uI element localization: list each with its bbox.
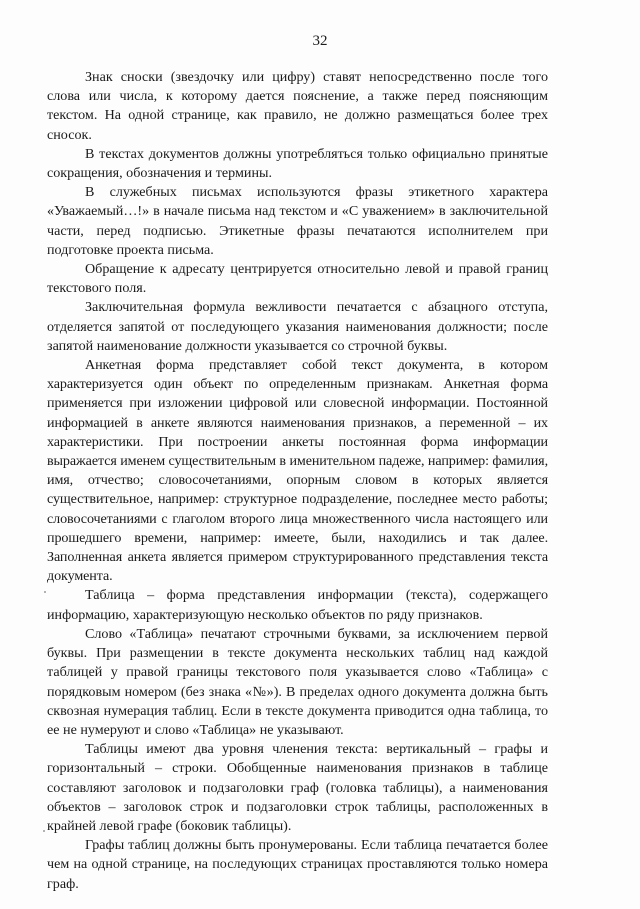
paragraph-table-structure: Таблицы имеют два уровня членения текста: вертикальный – графы и горизонтальный – строки. Обобщенные наименования признаков в таблице составляют заголовок и подзаголовки граф (головка таблицы), а наименования объектов – заголовок строк и подзаголовки строк таблицы, расположенных в крайней левой графе (боковик таблицы). [47,741,548,834]
scan-speck [43,830,45,832]
paragraph-closing-formula: Заключительная формула вежливости печатается с абзацного отступа, отделяется запятой от последующего указания наименования должности; после запятой наименование должности указывается со строчной буквы. [47,299,548,354]
paragraph-footnote-mark: Знак сноски (звездочку или цифру) ставят непосредственно после того слова или числа, к которому дается пояснение, а также перед поясняющим текстом. На одной странице, как правило, не должно размещаться более трех сносок. [47,69,548,143]
page-number: 32 [312,33,328,49]
document-body [47,68,548,894]
paragraph-table-definition: Таблица – форма представления информации (текста), содержащего информацию, характеризующую несколько объектов по ряду признаков. [47,587,548,623]
paragraph-column-numbering: Графы таблиц должны быть пронумерованы. Если таблица печатается более чем на одной странице, на последующих страницах проставляются только номера граф. [47,837,548,892]
paragraph-etiquette-phrases: В служебных письмах используются фразы этикетного характера «Уважаемый…!» в начале письма над текстом и «С уважением» в заключительной части, перед подписью. Этикетные фразы печатаются исполнителем при подготовке проекта письма. [47,184,548,258]
paragraph-questionnaire-form: Анкетная форма представляет собой текст документа, в котором характеризуется один объект по определенным признакам. Анкетная форма применяется при изложении цифровой или словесной информации. Постоянной информацией в анкете являются наименования признаков, а переменной – их характеристики. При построении анкеты постоянная форма информации выражается именем существительным в именительном падеже, например: фамилия, имя, отчество; словосочетаниями, опорным словом в которых является существительное, например: структурное подразделение, последнее место работы; словосочетаниями с глаголом второго лица множественного числа настоящего или прошедшего времени, например: имеете, были, находились и так далее. Заполненная анкета является примером структурированного представления текста документа. [47,357,548,585]
paragraph-addressee: Обращение к адресату центрируется относительно левой и правой границ текстового поля. [47,261,548,297]
paragraph-abbreviations: В текстах документов должны употребляться только официально принятые сокращения, обозначения и термины. [47,145,548,182]
paragraph-table-word: Слово «Таблица» печатают строчными буквами, за исключением первой буквы. При размещении в тексте документа нескольких таблиц над каждой таблицей у правой границы текстового поля указывается слово «Таблица» с порядковым номером (без знака «№»). В пределах одного документа должна быть сквозная нумерация таблиц. Если в тексте документа приводится одна таблица, то ее не нумеруют и слово «Таблица» не указывают. [47,625,548,738]
scan-speck [44,591,46,593]
